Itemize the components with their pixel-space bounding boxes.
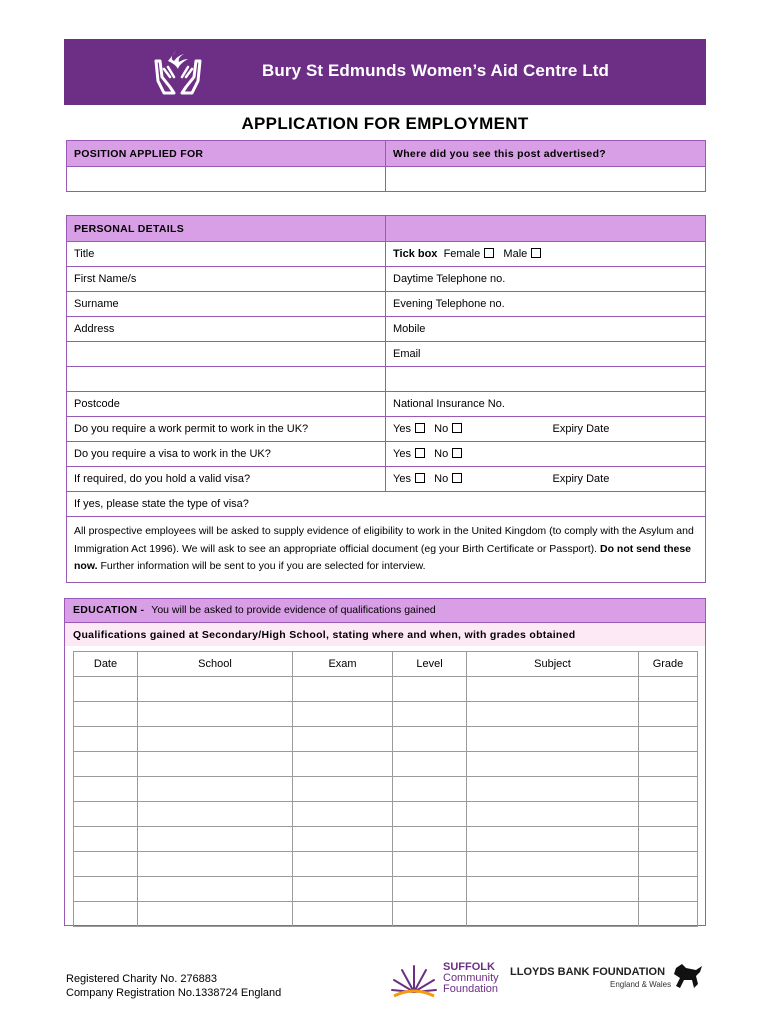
level-cell[interactable] <box>393 777 467 802</box>
female-checkbox[interactable] <box>484 248 494 258</box>
work-permit-no-checkbox[interactable] <box>452 423 462 433</box>
level-cell[interactable] <box>393 877 467 902</box>
exam-cell[interactable] <box>293 827 393 852</box>
education-heading <box>65 599 705 623</box>
column-header-grade: Grade <box>639 652 698 677</box>
school-cell[interactable] <box>138 727 293 752</box>
lloyds-subtitle: England & Wales <box>610 980 672 989</box>
subject-cell[interactable] <box>467 727 639 752</box>
date-cell[interactable] <box>74 802 138 827</box>
level-cell[interactable] <box>393 802 467 827</box>
level-cell[interactable] <box>393 702 467 727</box>
school-cell[interactable] <box>138 777 293 802</box>
work-permit-answer <box>386 417 546 442</box>
grade-cell[interactable] <box>639 802 698 827</box>
daytime-phone-field[interactable]: Daytime Telephone no. <box>386 267 706 292</box>
yes-label: Yes <box>393 423 411 435</box>
date-cell[interactable] <box>74 877 138 902</box>
school-cell[interactable] <box>138 827 293 852</box>
subject-cell[interactable] <box>467 852 639 877</box>
exam-cell[interactable] <box>293 702 393 727</box>
grade-cell[interactable] <box>639 827 698 852</box>
level-cell[interactable] <box>393 827 467 852</box>
date-cell[interactable] <box>74 677 138 702</box>
female-label: Female <box>443 248 481 260</box>
page-title: APPLICATION FOR EMPLOYMENT <box>241 114 529 133</box>
table-row <box>74 727 698 752</box>
visa-answer <box>386 442 706 467</box>
date-cell[interactable] <box>74 777 138 802</box>
date-cell[interactable] <box>74 702 138 727</box>
subject-cell[interactable] <box>467 702 639 727</box>
eligibility-note <box>67 517 706 583</box>
level-cell[interactable] <box>393 902 467 927</box>
column-header-exam: Exam <box>293 652 393 677</box>
dove-hands-icon <box>152 47 204 97</box>
visa-type-field[interactable]: If yes, please state the type of visa? <box>67 492 706 517</box>
table-row <box>74 827 698 852</box>
table-row <box>74 852 698 877</box>
subject-cell[interactable] <box>467 677 639 702</box>
title-field[interactable]: Title <box>67 242 386 267</box>
grade-cell[interactable] <box>639 852 698 877</box>
address-field[interactable]: Address <box>67 317 386 342</box>
charity-number: Registered Charity No. 276883 <box>66 973 218 985</box>
school-cell[interactable] <box>138 852 293 877</box>
valid-visa-answer <box>386 467 546 492</box>
male-checkbox[interactable] <box>531 248 541 258</box>
personal-details-table <box>66 215 706 583</box>
first-names-field[interactable]: First Name/s <box>67 267 386 292</box>
personal-details-heading: PERSONAL DETAILS <box>67 216 386 242</box>
no-label: No <box>434 473 449 485</box>
education-label: EDUCATION - <box>73 604 145 616</box>
valid-visa-no-checkbox[interactable] <box>452 473 462 483</box>
exam-cell[interactable] <box>293 877 393 902</box>
exam-cell[interactable] <box>293 777 393 802</box>
no-label: No <box>434 423 449 435</box>
email-field[interactable]: Email <box>386 342 706 367</box>
date-cell[interactable] <box>74 852 138 877</box>
grade-cell[interactable] <box>639 902 698 927</box>
grade-cell[interactable] <box>639 752 698 777</box>
date-cell[interactable] <box>74 902 138 927</box>
school-cell[interactable] <box>138 802 293 827</box>
subject-cell[interactable] <box>467 877 639 902</box>
national-insurance-field[interactable]: National Insurance No. <box>386 392 706 417</box>
advertised-field[interactable] <box>386 167 706 192</box>
address-line-2[interactable] <box>67 342 386 367</box>
visa-no-checkbox[interactable] <box>452 448 462 458</box>
subject-cell[interactable] <box>467 827 639 852</box>
table-row <box>74 752 698 777</box>
grade-cell[interactable] <box>639 677 698 702</box>
grade-cell[interactable] <box>639 727 698 752</box>
exam-cell[interactable] <box>293 752 393 777</box>
postcode-field[interactable]: Postcode <box>67 392 386 417</box>
school-cell[interactable] <box>138 702 293 727</box>
date-cell[interactable] <box>74 827 138 852</box>
suffolk-line-3: Foundation <box>443 983 499 995</box>
education-section <box>64 598 706 926</box>
column-header-subject: Subject <box>467 652 639 677</box>
address-line-3[interactable] <box>67 367 386 392</box>
level-cell[interactable] <box>393 677 467 702</box>
exam-cell[interactable] <box>293 677 393 702</box>
position-applied-label: POSITION APPLIED FOR <box>67 141 386 167</box>
yes-label: Yes <box>393 448 411 460</box>
note-text-2: Further information will be sent to you if you are selected for interview. <box>97 560 426 572</box>
note-text-bold: Do not send these now. <box>74 542 692 572</box>
company-registration: Company Registration No.1338724 England <box>66 987 282 999</box>
position-table <box>66 140 706 192</box>
sunburst-icon <box>390 960 438 1000</box>
column-header-date: Date <box>74 652 138 677</box>
no-label: No <box>434 448 449 460</box>
blank-field[interactable] <box>386 367 706 392</box>
grade-cell[interactable] <box>639 877 698 902</box>
tick-box-label: Tick box <box>393 248 438 260</box>
valid-visa-question: If required, do you hold a valid visa? <box>67 467 386 492</box>
footer <box>66 972 281 1000</box>
subject-cell[interactable] <box>467 777 639 802</box>
education-note: You will be asked to provide evidence of qualifications gained <box>151 604 436 616</box>
gender-field <box>386 242 706 267</box>
table-row <box>74 677 698 702</box>
yes-label: Yes <box>393 473 411 485</box>
school-cell[interactable] <box>138 902 293 927</box>
lloyds-name: LLOYDS BANK FOUNDATION <box>510 966 666 978</box>
qualifications-table <box>73 651 698 927</box>
suffolk-text <box>443 962 499 995</box>
lloyds-foundation-logo <box>510 962 710 992</box>
exam-cell[interactable] <box>293 727 393 752</box>
black-horse-icon <box>670 962 706 990</box>
table-row <box>74 802 698 827</box>
surname-field[interactable]: Surname <box>67 292 386 317</box>
visa-yes-checkbox[interactable] <box>415 448 425 458</box>
position-applied-field[interactable] <box>67 167 386 192</box>
valid-visa-expiry[interactable]: Expiry Date <box>546 467 706 492</box>
level-cell[interactable] <box>393 852 467 877</box>
subject-cell[interactable] <box>467 802 639 827</box>
exam-cell[interactable] <box>293 902 393 927</box>
exam-cell[interactable] <box>293 802 393 827</box>
school-cell[interactable] <box>138 752 293 777</box>
date-cell[interactable] <box>74 727 138 752</box>
subject-cell[interactable] <box>467 902 639 927</box>
education-subtitle: Qualifications gained at Secondary/High School, stating where and when, with grades obtained <box>65 623 705 646</box>
school-cell[interactable] <box>138 877 293 902</box>
grade-cell[interactable] <box>639 702 698 727</box>
male-label: Male <box>503 248 528 260</box>
work-permit-yes-checkbox[interactable] <box>415 423 425 433</box>
school-cell[interactable] <box>138 677 293 702</box>
level-cell[interactable] <box>393 727 467 752</box>
organisation-name: Bury St Edmunds Women’s Aid Centre Ltd <box>262 61 609 80</box>
suffolk-line-1: SUFFOLK <box>443 961 495 973</box>
mobile-field[interactable]: Mobile <box>386 317 706 342</box>
note-text-1: All prospective employees will be asked to supply evidence of eligibility to work in the United Kingdom (to comply with the Asylum and Immigration Act 1996). We will ask to see an appropriate official document (eg your Birth Certificate or Passport). <box>74 525 694 555</box>
table-row <box>74 777 698 802</box>
level-cell[interactable] <box>393 752 467 777</box>
table-row <box>74 877 698 902</box>
work-permit-question: Do you require a work permit to work in the UK? <box>67 417 386 442</box>
table-row <box>74 902 698 927</box>
header-banner <box>64 39 706 105</box>
column-header-school: School <box>138 652 293 677</box>
suffolk-line-2: Community <box>443 972 499 984</box>
suffolk-foundation-logo <box>390 958 506 1002</box>
grade-cell[interactable] <box>639 777 698 802</box>
date-cell[interactable] <box>74 752 138 777</box>
subject-cell[interactable] <box>467 752 639 777</box>
column-header-level: Level <box>393 652 467 677</box>
qualifications-header-row <box>74 652 698 677</box>
advertised-label: Where did you see this post advertised? <box>386 141 706 167</box>
exam-cell[interactable] <box>293 852 393 877</box>
work-permit-expiry[interactable]: Expiry Date <box>546 417 706 442</box>
evening-phone-field[interactable]: Evening Telephone no. <box>386 292 706 317</box>
valid-visa-yes-checkbox[interactable] <box>415 473 425 483</box>
table-row <box>74 702 698 727</box>
visa-question: Do you require a visa to work in the UK? <box>67 442 386 467</box>
